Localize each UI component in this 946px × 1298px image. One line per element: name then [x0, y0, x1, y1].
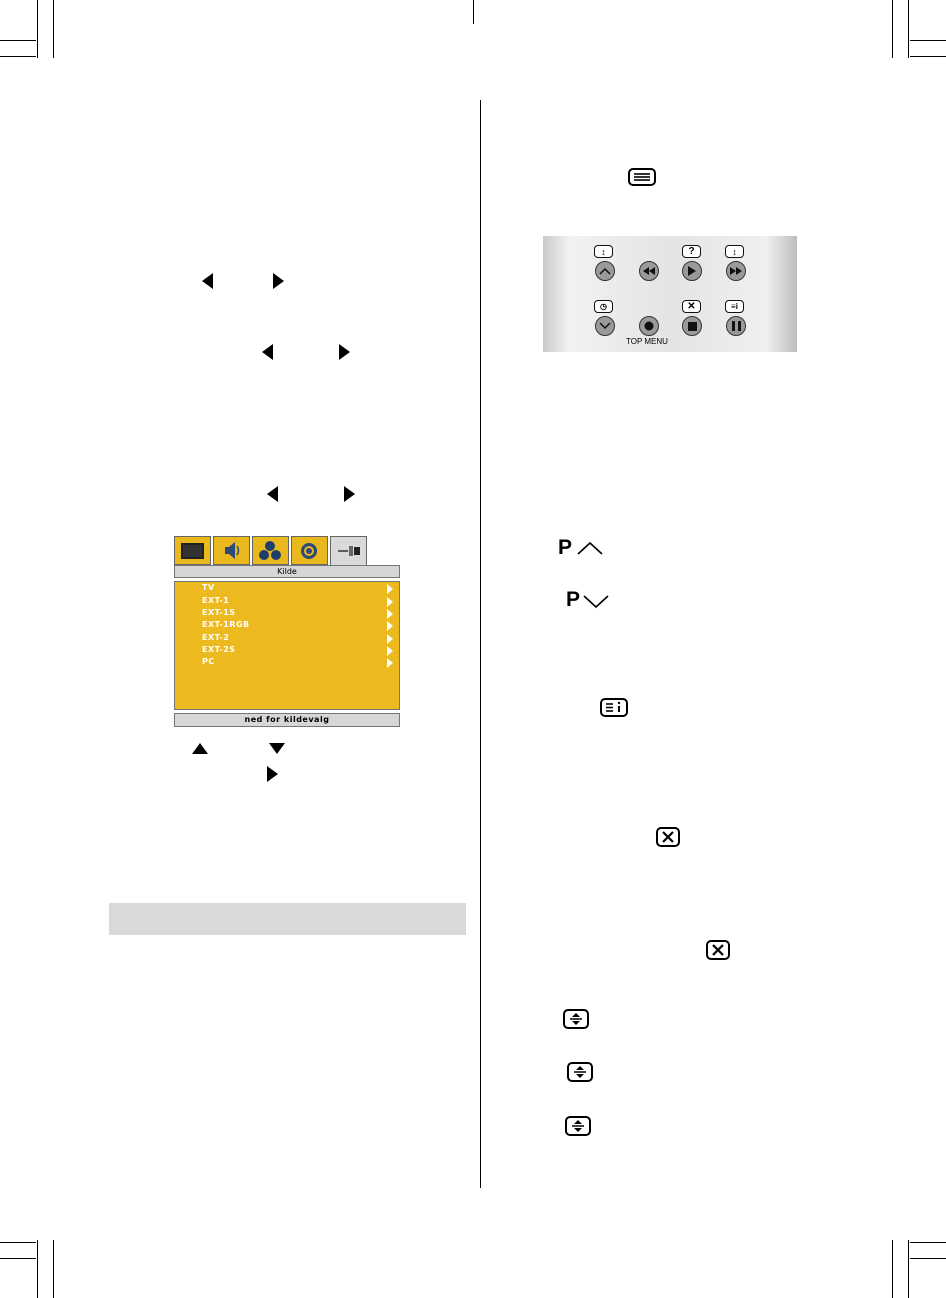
record-button[interactable] [639, 316, 659, 336]
install-icon [292, 537, 327, 564]
channel-up-button[interactable] [595, 261, 615, 281]
arrow-right-icon [387, 621, 393, 631]
fast-forward-button[interactable] [726, 261, 746, 281]
menu-footer: ned for kildevalg [174, 713, 400, 727]
arrow-right-icon [267, 766, 279, 782]
arrow-right-icon [387, 646, 393, 656]
section-header-bar [109, 903, 466, 935]
expand-icon [565, 1116, 591, 1136]
info-icon [600, 698, 628, 717]
crop-mark [910, 1258, 946, 1259]
arrow-right-icon [387, 658, 393, 668]
feature-icon [253, 537, 288, 564]
play-button[interactable] [682, 261, 702, 281]
program-down-label [566, 588, 580, 612]
list-item[interactable]: EXT-2 [202, 633, 230, 642]
list-item[interactable]: EXT-1RGB [202, 620, 250, 629]
expand-icon [563, 1009, 589, 1029]
install-tab[interactable] [291, 536, 328, 565]
feature-tab[interactable] [252, 536, 289, 565]
arrow-left-icon [202, 273, 214, 289]
chevron-up-icon [577, 541, 603, 555]
crop-mark [910, 1242, 946, 1243]
list-item[interactable]: EXT-2S [202, 645, 236, 654]
arrow-left-icon [267, 486, 279, 502]
expand-icon: ↕ [594, 245, 613, 258]
crop-mark [908, 1240, 909, 1298]
remote-control-panel [543, 236, 797, 352]
program-up-label [558, 536, 572, 560]
arrow-right-icon [387, 634, 393, 644]
crop-mark [0, 1242, 36, 1243]
crop-mark [892, 1240, 893, 1298]
program-letter: P [566, 588, 581, 611]
arrow-left-icon [262, 344, 274, 360]
teletext-icon [628, 168, 656, 186]
list-item[interactable]: EXT-1 [202, 596, 230, 605]
picture-icon [175, 537, 210, 564]
crop-mark [37, 0, 38, 58]
rewind-button[interactable] [639, 261, 659, 281]
reveal-icon: ? [682, 245, 701, 258]
source-tab[interactable] [330, 536, 367, 566]
arrow-right-icon [344, 486, 356, 502]
arrow-up-icon [192, 743, 208, 755]
crop-mark [0, 40, 36, 41]
stop-button[interactable] [682, 316, 702, 336]
crop-mark [53, 1240, 54, 1298]
info-icon: ≡i [725, 300, 744, 313]
crop-mark [910, 56, 946, 57]
sound-tab[interactable] [213, 536, 250, 565]
cancel-icon [706, 940, 730, 960]
crop-mark [892, 0, 893, 58]
speaker-icon [214, 537, 249, 564]
picture-tab[interactable] [174, 536, 211, 565]
crop-mark [908, 0, 909, 58]
crop-mark [37, 1240, 38, 1298]
update-icon: ↕ [725, 245, 744, 258]
top-menu-label: TOP MENU [626, 337, 668, 346]
list-item[interactable]: EXT-1S [202, 608, 236, 617]
crop-mark [53, 0, 54, 58]
crop-mark [0, 56, 36, 57]
arrow-down-icon [269, 743, 285, 755]
pause-button[interactable] [726, 316, 746, 336]
expand-icon [567, 1062, 593, 1082]
arrow-right-icon [387, 609, 393, 619]
arrow-right-icon [387, 597, 393, 607]
column-divider [480, 100, 481, 1188]
timer-icon: ◷ [594, 300, 613, 313]
arrow-right-icon [273, 273, 285, 289]
list-item[interactable]: TV [202, 583, 215, 592]
source-list [174, 581, 400, 710]
chevron-down-icon [583, 595, 609, 609]
cancel-icon [656, 827, 680, 847]
menu-title: Kilde [174, 565, 400, 578]
program-letter: P [558, 536, 573, 559]
list-item[interactable]: PC [202, 657, 215, 666]
crop-mark [473, 0, 474, 24]
arrow-right-icon [387, 584, 393, 594]
source-icon [331, 537, 366, 564]
crop-mark [910, 40, 946, 41]
cancel-icon: ✕ [682, 300, 701, 313]
arrow-right-icon [339, 344, 351, 360]
channel-down-button[interactable] [595, 316, 615, 336]
crop-mark [0, 1258, 36, 1259]
source-menu [172, 534, 402, 730]
